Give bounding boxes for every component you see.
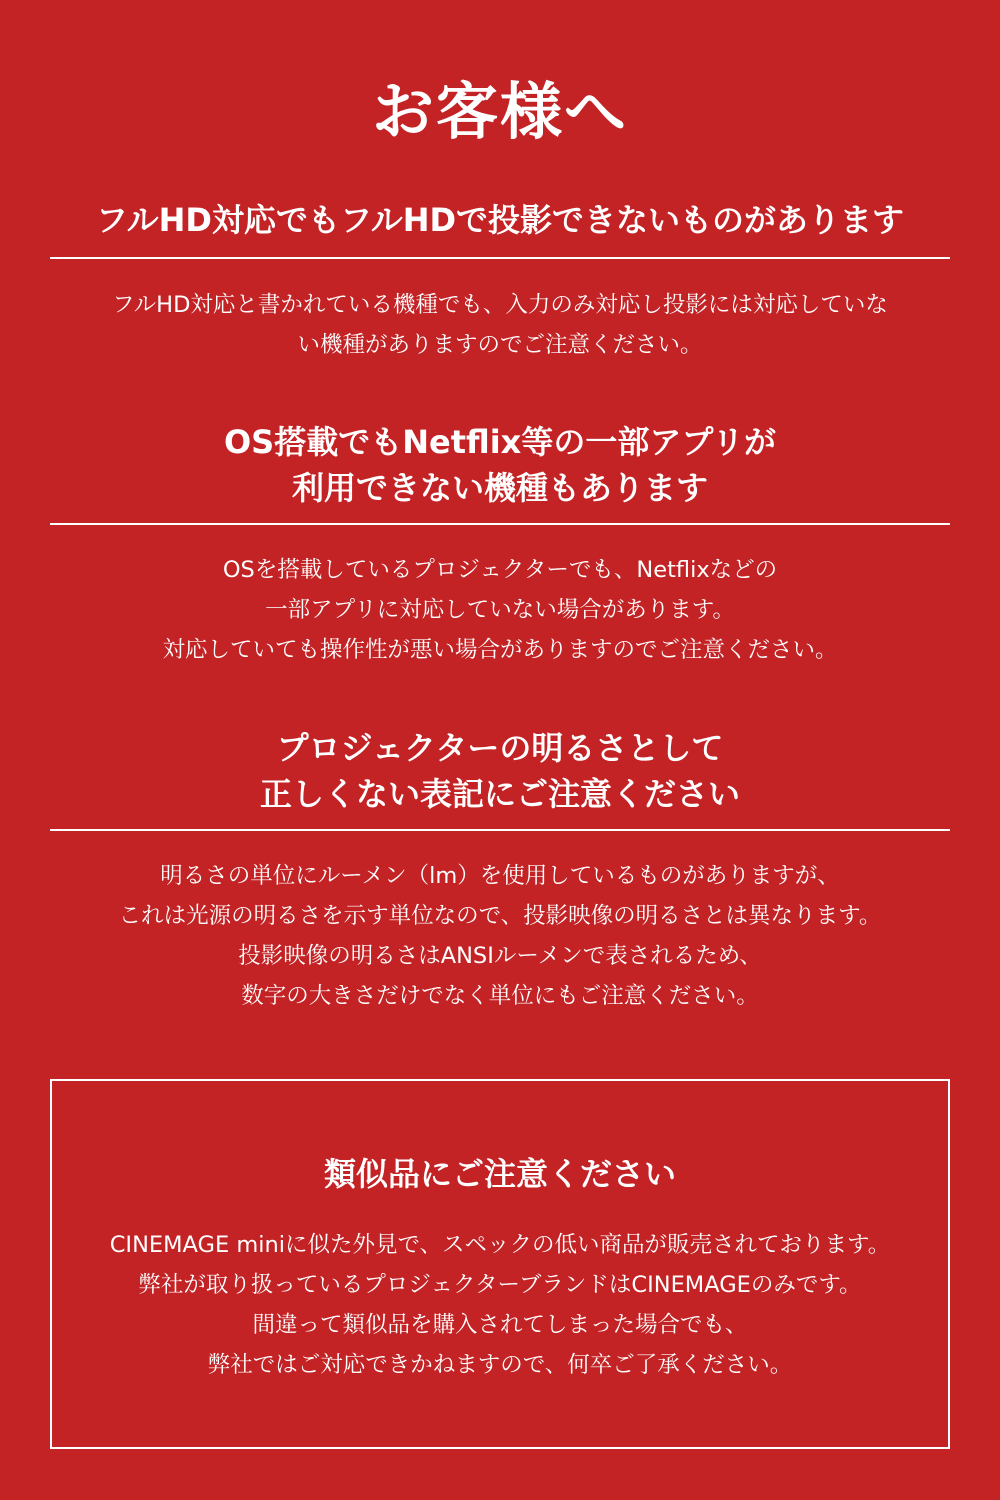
section-body-line: 数字の大きさだけでなく単位にもご注意ください。 [241, 983, 759, 1009]
section-heading [50, 197, 950, 243]
section-heading [50, 725, 950, 817]
section-heading-line: OS搭載でもNetflix等の一部アプリが [223, 423, 777, 461]
page-title: お客様へ [371, 75, 628, 148]
section-body [50, 550, 950, 670]
section-body-line: 投影映像の明るさはANSIルーメンで表されるため、 [238, 943, 762, 969]
section-body-line: 対応していても操作性が悪い場合がありますのでご注意ください。 [162, 637, 838, 663]
notice-body-line: CINEMAGE miniに似た外見で、スペックの低い商品が販売されております。 [109, 1232, 891, 1258]
section-heading-line: 正しくない表記にご注意ください [259, 775, 740, 813]
section-body-line: フルHD対応と書かれている機種でも、入力のみ対応し投影には対応していな [112, 292, 888, 318]
notice-body-line: 間違って類似品を購入されてしまった場合でも、 [252, 1312, 748, 1338]
section-body [50, 856, 950, 1016]
section-body-line: 一部アプリに対応していない場合があります。 [265, 597, 735, 623]
section-heading-line: プロジェクターの明るさとして [276, 729, 724, 767]
section-divider [50, 523, 950, 525]
section-body-line: OSを搭載しているプロジェクターでも、Netflixなどの [222, 557, 778, 583]
notice-body-line: 弊社が取り扱っているプロジェクターブランドはCINEMAGEのみです。 [138, 1272, 862, 1298]
section-divider [50, 829, 950, 831]
section-body [50, 285, 950, 365]
section-heading [50, 419, 950, 511]
section-fullhd [50, 197, 950, 243]
section-os-apps [50, 419, 950, 511]
section-heading-line: フルHD対応でもフルHDで投影できないものがあります [95, 201, 905, 239]
notice-body [52, 1225, 948, 1385]
section-body-line: これは光源の明るさを示す単位なので、投影映像の明るさとは異なります。 [118, 903, 882, 929]
notice-heading: 類似品にご注意ください [323, 1155, 676, 1193]
section-brightness [50, 725, 950, 817]
notice-body-line: 弊社ではご対応できかねますので、何卒ご了承ください。 [207, 1352, 793, 1378]
section-fullhd-body [50, 285, 950, 365]
similar-products-notice-box [50, 1079, 950, 1449]
section-divider [50, 257, 950, 259]
section-os-apps-body [50, 550, 950, 670]
section-body-line: 明るさの単位にルーメン（lm）を使用しているものがありますが、 [160, 863, 840, 889]
section-brightness-body [50, 856, 950, 1016]
section-body-line: い機種がありますのでご注意ください。 [297, 332, 703, 358]
section-heading-line: 利用できない機種もあります [291, 469, 708, 507]
